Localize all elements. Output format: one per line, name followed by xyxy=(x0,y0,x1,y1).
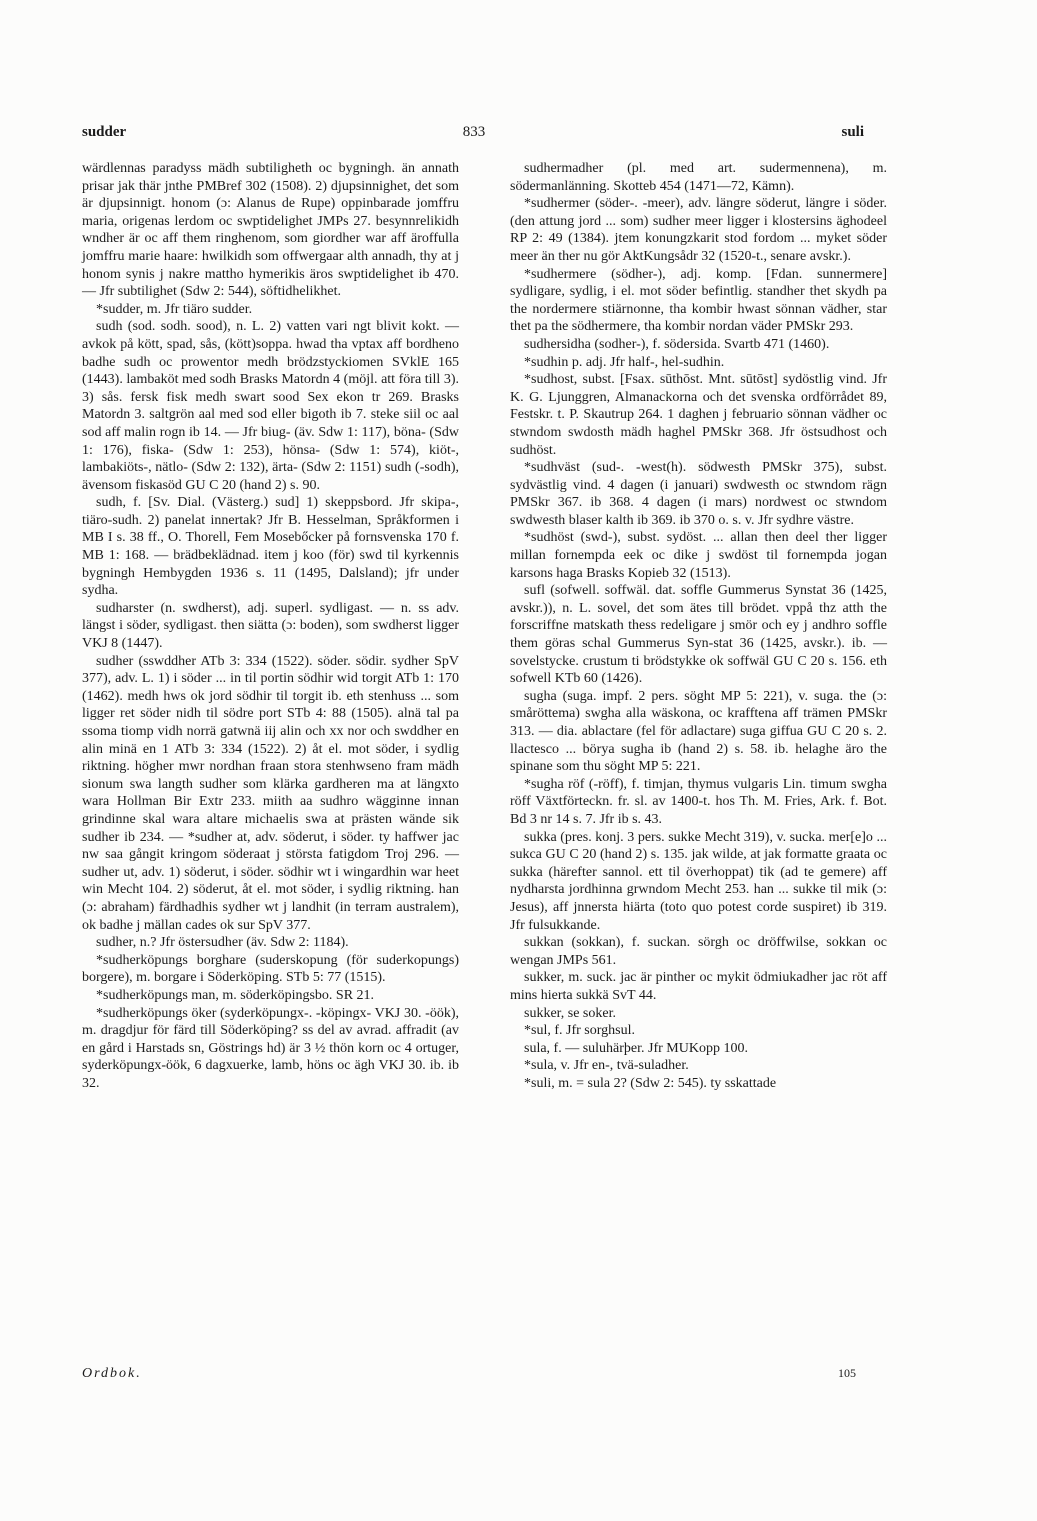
dictionary-entry: *sugha röf (-röff), f. timjan, thymus vulgaris Lin. timum swgha röff Växtförteckn. fr. sl. av 1400-t. hos Th. M. Fries, Ark. f. Bot. Bd 3 nr 14 s. 7. Jfr ib s. 43. xyxy=(510,776,887,827)
dictionary-entry: *sudhermere (södher-), adj. komp. [Fdan. sunnermere] sydligare, sydlig, i el. mot söder befintlig. standher thet skydh pa the nordermere stiärnonne, tha kombir hwast sönnan vädher, star thet pa the södhermere, tha kombir nordan väder PMSkr 293. xyxy=(510,266,887,335)
dictionary-entry: sudher, n.? Jfr östersudher (äv. Sdw 2: 1184). xyxy=(96,935,349,951)
sheet-number: 105 xyxy=(838,1366,856,1380)
dictionary-entry: sudh, f. [Sv. Dial. (Västerg.) sud] 1) skeppsbord. Jfr skipa-, tiäro-sudh. 2) panelat innertak? Jfr B. Hesselman, Språkformen i MB I s. 38 ff., O. Thorell, Fem Mosebőcker på fornsvenska 170 f. MB 1: 168. — brädbeklädnad. item j koo (för) swd til kyrkennis bygningh Hembygden 1936 s. 11 (1495, Dalsland); jfr under sydha. xyxy=(82,495,459,599)
dictionary-entry: *suli, m. = sula 2? (Sdw 2: 545). ty sskattade xyxy=(524,1075,777,1091)
left-running-headword: sudder xyxy=(82,124,127,140)
dictionary-entry: *sudder, m. Jfr tiäro sudder. xyxy=(96,301,253,317)
dictionary-entry: sudher (sswddher ATb 3: 334 (1522). söder. södir. sydher SpV 377), adv. L. 1) i söder ... in til portin södhir wid torgit ATb 1: 170 (1462). medh hws ok jord södhir til torgit ib. eth stenhuss ... som ligger ret söder nidh til södre port STb 4: 88 (1505). alnä tal pa ssoma tiomp vidh norrä gatwnä iij alin och xx nor och swddher en alin minä en 1 ATb 3: 334 (1522). 2) åt el. mot söder, i sydlig riktning. högher mwr nordhan fraan stora stenhwseno fram mädh sionum swa langth sudher som klärka gardheren ma at längxto wara Hollman Bir Extr 233. miith aa sudhro wägginne innan grindinne skal wara altare michaelis swa at prästen wände sik sudher ib 234. — *sudher at, adv. söderut, i söder. ty haffwer jac nw saa gångit kringom söderaat j största fatigdom Troj 296. — sudher ut, adv. 1) söderut, i söder. södhir wt i wingardhin war heet win Mecht 104. 2) söderut, åt el. mot söder, i sydlig riktning. han (ɔ: abraham) färdhadhis sydher wt j landhit (in terram australem), ok badhe j mällan cades ok sur SpV 377. xyxy=(82,653,459,933)
page-number: 833 xyxy=(462,124,486,140)
dictionary-entry: *sudhost, subst. [Fsax. sūthōst. Mnt. sūtōst] sydöstlig vind. Jfr K. G. Ljunggren, Almanackorna och det svenska ordförrådet 89, Festskr. t. P. Skautrup 264. 1 daghen j februario sönnan vädher oc stwndom swdosth mädh haghel PMSkr 368. Jfr östsudhost och sudhöst. xyxy=(510,372,887,458)
dictionary-entry: sudhermadher (pl. med art. sudermennena), m. södermanlänning. Skotteb 454 (1471—72, Kämn). xyxy=(510,161,887,194)
right-column xyxy=(510,160,887,1092)
page-header xyxy=(82,124,864,146)
dictionary-entry: sudharster (n. swdherst), adj. superl. sydligast. — n. ss adv. längst i söder, sydligast. then siätta (ɔ: boden), som swdherst ligger VKJ 8 (1447). xyxy=(82,600,459,652)
dictionary-entry: *sul, f. Jfr sorghsul. xyxy=(524,1023,635,1039)
dictionary-entry: sudhersidha (sodher-), f. södersida. Svartb 471 (1460). xyxy=(524,336,830,352)
right-running-headword: suli xyxy=(841,124,864,140)
dictionary-entry: *sudhöst (swd-), subst. sydöst. ... allan then deel ther ligger millan fornempda eek oc dike j swdöst til fornempda jogan karsons haga Brasks Kopieb 32 (1513). xyxy=(510,530,887,581)
dictionary-entry: wärdlennas paradyss mädh subtiligheth oc bygningh. än annath prisar jak thär jnthe PMBref 302 (1508). 2) djupsinnighet, det som är djupsinnigt. honom (ɔ: Alanus de Rupe) oppinbarade jomffru maria, origenas lerdom oc swptidelighet JMPs 27. besynnrelikidh wndher är oc aff them ringhenom, som giordher war aff äroffulla jomffru marie haare: hwilkidh som offwergaar alth annadh, thy at j honom synis j nakre mattho hymerikis äros swptidelighet ib 470. — Jfr subtilighet (Sdw 2: 544), söftidhelikhet. xyxy=(82,161,459,300)
dictionary-entry: sula, f. — suluhärþer. Jfr MUKopp 100. xyxy=(524,1040,748,1056)
dictionary-entry: sufl (sofwell. soffwäl. dat. soffle Gummerus Synstat 36 (1425, avskr.)), n. L. sovel, det som ätes till brödet. vppå thz atth the forscriffne matskath thess redeligare j smör och ey j andhro soffle them göras schal Gummerus Syn-stat 36 (1425, avskr.). ib. — sovelstycke. crustum ti brödstykke ok soffwäl GU C 20 s. 156. eth sofwell KTb 60 (1426). xyxy=(510,583,887,687)
dictionary-entry: sukka (pres. konj. 3 pers. sukke Mecht 319), v. sucka. mer[e]o ... sukca GU C 20 (hand 2) s. 135. jak wilde, at jak formatte graata oc sukka (härefter sannol. ett til överhoppat) tik (ad te gemere) aff nydharsta jordhinna grwndom Mecht 253. han ... sukke til mik (ɔ: Jesus), aff jnnersta hiärta (toto quo potest corde suspiret) ib 319. Jfr fulsukkande. xyxy=(510,829,887,933)
dictionary-entry: sukkan (sokkan), f. suckan. sörgh oc dröffwilse, sokkan oc wengan JMPs 561. xyxy=(510,935,887,968)
left-column xyxy=(82,160,459,1092)
dictionary-entry: *sudhin p. adj. Jfr half-, hel-sudhin. xyxy=(524,354,725,370)
dictionary-entry: *sula, v. Jfr en-, tvä-suladher. xyxy=(524,1058,689,1074)
dictionary-entry: *sudherköpungs man, m. söderköpingsbo. SR 21. xyxy=(96,987,375,1003)
dictionary-entry: *sudherköpungs borghare (suderskopung (för suderkopungs) borgere), m. borgare i Söderköping. STb 5: 77 (1515). xyxy=(82,952,459,986)
dictionary-entry: sukker, m. suck. jac är pinther oc mykit ödmiukadher jac röt aff mins hierta sukkä SvT 44. xyxy=(510,970,887,1003)
dictionary-entry: sugha (suga. impf. 2 pers. söght MP 5: 221), v. suga. the (ɔ: småröttema) swgha alla wäskona, oc krafftena aff trämen PMSkr 313. — dia. ablactare (fel för adlactare) suga giffua GU C 20 s. 2. llactesco ... börya sugha ib (hand 2) s. 58. ib. helaghe äro the spinane som thu söght MP 5: 221. xyxy=(510,688,887,775)
dictionary-entry: *sudhväst (sud-. -west(h). södwesth PMSkr 375), subst. sydvästlig vind. 4 dagen (i januari) swdwesth oc stwndom rägn PMSkr 367. ib 368. 4 dagen (i mars) nordwest oc stwndom swdwesth blaser kalth ib 369. ib 370 o. s. v. Jfr sydhre västre. xyxy=(510,460,887,528)
signature-mark: Ordbok. xyxy=(82,1366,142,1381)
dictionary-entry: sukker, se soker. xyxy=(524,1005,616,1021)
dictionary-entry: sudh (sod. sodh. sood), n. L. 2) vatten vari ngt blivit kokt. — avkok på kött, spad, sås, (kött)soppa. hwad tha vptax aff bordheno badhe sudh oc prowentor medh brödzstyckiomen SVklE 165 (1443). lambaköt med sodh Brasks Matordn 4 (möjl. att föra till 3). 3) sås. fersk fisk medh swart sood Sex ekon tr 269. Brasks Matordn 3. saltgrön aal med sod eller bigoth ib 7. steke siil oc aal sod aff malin rogn ib 14. — Jfr biug- (äv. Sdw 1: 117), böna- (Sdw 1: 176), fiska- (Sdw 1: 253), hönsa- (Sdw 1: 574), kiöt-, lambakiöts-, nätlo- (Sdw 2: 132), ärta- (Sdw 2: 1151) sudh (-sodh), ävensom fiskasöd GU C 20 (hand 2) s. 90. xyxy=(82,319,459,493)
dictionary-entry: *sudhermer (söder-. -meer), adv. längre söderut, längre i söder. (den attung jord ... som) sudher meer ligger i klostersins äghodeel RP 2: 49 (1384). jtem konungzkarit stod fordom ... myket söder meer än ther nu gör AktKungsådr 32 (1520-t., senare avskr.). xyxy=(510,196,887,264)
dictionary-entry: *sudherköpungs öker (syderköpungx-. -köpingx- VKJ 30. -öök), m. dragdjur för färd till Söderköping? ss del av avrad. affradit (av en gård i Harstads sn, Göstrings hd) är 3 ½ thön korn oc 4 ortuger, syderköpungx-öök, 6 dagxuerke, lamb, höns oc ägh VKJ 30. ib. ib 32. xyxy=(82,1005,459,1091)
